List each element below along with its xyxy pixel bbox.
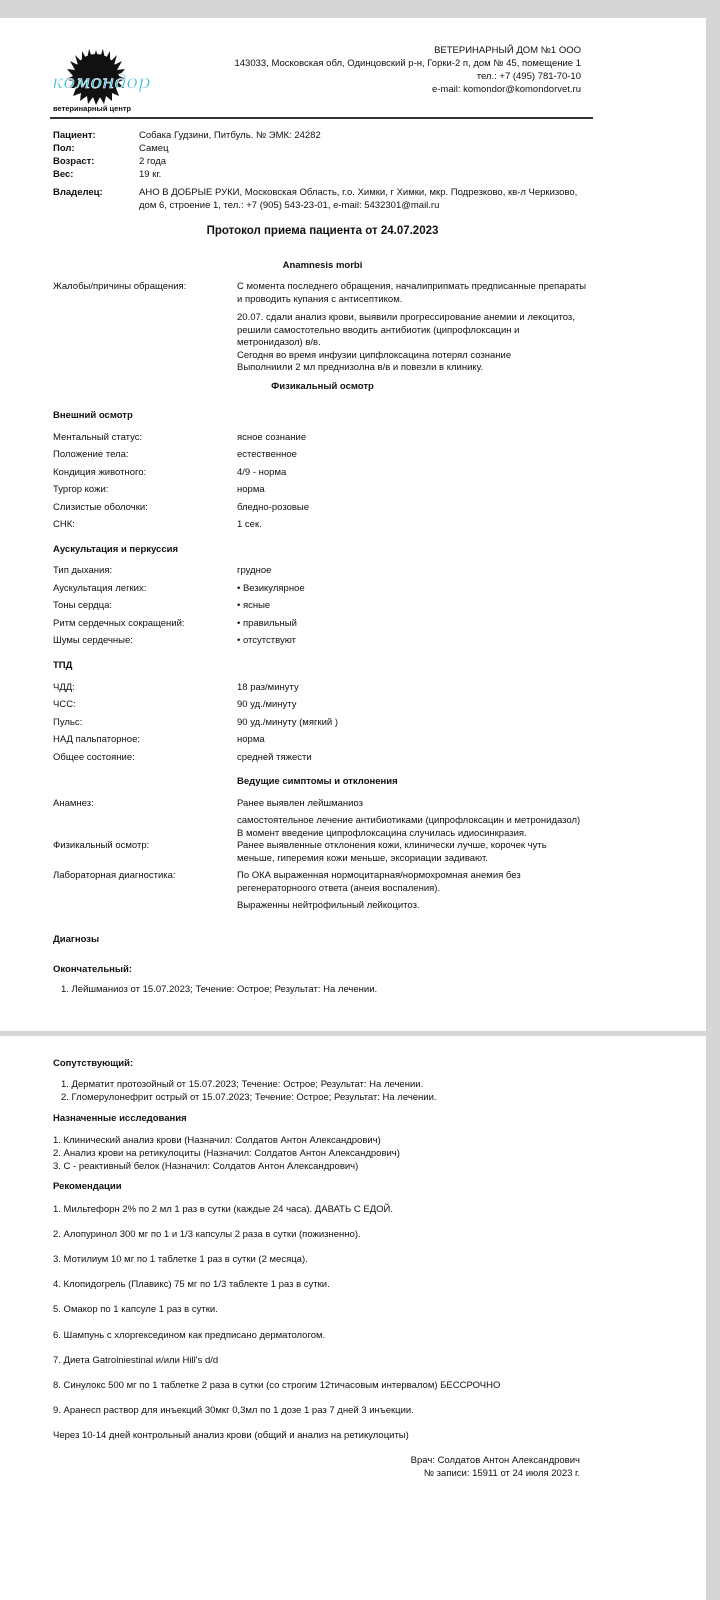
concomitant-heading: Сопутствующий: (53, 1058, 134, 1069)
recommendation-item: 2. Алопуринол 300 мг по 1 и 1/3 капсулы 2 раза в сутки (пожизненно). (53, 1229, 361, 1240)
recommendation-item: 7. Диета Gatrolniestinal и/или Hill's d/d (53, 1355, 219, 1366)
recommendation-item: 8. Синулокс 500 мг по 1 таблетке 2 раза в сутки (со строгим 12тичасовым интервалом) БЕССРОЧНО (53, 1380, 501, 1391)
external-heading: Внешний осмотр (53, 410, 133, 421)
symptoms-lab: По ОКА выраженная нормоцитарная/нормохромная анемия без регенераторноого ответа (анеия воспаления). (237, 870, 521, 894)
record-number: № записи: 15911 от 24 июля 2023 г. (423, 1467, 580, 1479)
final-diagnosis-heading: Окончательный: (53, 964, 133, 975)
symptoms-heading: Ведущие симптомы и отклонения (237, 776, 398, 787)
clinic-name: ВЕТЕРИНАРНЫЙ ДОМ №1 ООО (434, 45, 581, 56)
clinic-address: 143033, Московская обл, Одинцовский р-н, Горки-2 п, дом № 45, помещение 1 (234, 58, 581, 69)
document-page-2 (0, 1036, 706, 1600)
study-item: 1. Клинический анализ крови (Назначил: Солдатов Антон Александрович) (53, 1135, 381, 1146)
document-page-1: комондор ветеринарный центр ВЕТЕРИНАРНЫЙ ДОМ №1 ООО 143033, Московская обл, Одинцовский р-н, Горки-2 п, дом № 45, помещение 1 тел.: +7 (495) 781-70-10 e-mail: komondor@komondorvet.ru Пациент: Собака Гудзини, Питбуль. № ЭМК: 24282 Пол: Самец Возраст: 2 года Вес: 19 кг. Владелец: АНО В ДОБРЫЕ РУКИ, Московская Область, г.о. Химки, г Химки, мкр. Подрезково, кв-л Черкизово, дом 6, строение 1, тел.: +7 (905) 543-23-01, e-mail: 5432301@mail.ru Протокол приема пациента от 24.07.2023 Anamnesis morbi Жалобы/причины обращения: С момента последнего обращения, началиприпмать предписанные препараты и проводить купания с антисептиком. 20.07. сдали анализ крови, выявили прогрессирование анемии и лекоцитоз, решили самостотельно вводить антибиотик (ципрофлоксацин и метронидазол) в/в. Сегодня во время инфузии ципфлоксацина потерял сознание Выполниили 2 мл преднизолна в/в и повезли в клинику. Физикальный осмотр Внешний осмотр Ментальный статус: ясное сознание Положение тела: естественное Кондиция животного: 4/9 - норма Тургор кожи: норма Слизистые оболочки: бледно-розовые СНК: 1 сек. Аускультация и перкуссия Тип дыхания: грудное Аускультация легких: • Везикулярное Тоны сердца: • ясные Ритм сердечных сокращений: • правильный Шумы сердечные: • отсутствуют ТПД ЧДД: 18 раз/минуту ЧСС: 90 уд./минуту Пульс: 90 уд./минуту (мягкий ) НАД пальпаторное: норма Общее состояние: средней тяжести Ведущие симптомы и отклонения Анамнез: Ранее выявлен лейшманиоз самостоятельное лечение антибиотиками (ципрофлоксацин и метронидазол) В момент введение ципрофлоксацина случилась идиосинкразия. Физикальный осмотр: Ранее выявленные отклонения кожи, клинически лучше, корочек чуть меньше, гиперемия кожи меньше, эксориации задивают. Лабораторная диагностика: По ОКА выраженная нормоцитарная/нормохромная анемия без регенераторноого ответа (анеия воспаления). Выраженны нейтрофильный лейкоцитоз. Диагнозы Окончательный: 1. Лейшманиоз от 15.07.2023; Течение: Острое; Результат: На лечении. (0, 18, 706, 1031)
clinic-email: e-mail: komondor@komondorvet.ru (431, 84, 581, 95)
recommendation-item: 4. Клопидогрель (Плавикс) 75 мг по 1/3 таблекте 1 раз в сутки. (53, 1279, 330, 1290)
diagnoses-heading: Диагнозы (53, 934, 100, 945)
complaints-p2: 20.07. сдали анализ крови, выявили прогрессирование анемии и лекоцитоз, решили самостотельно вводить антибиотик (ципрофлоксацин и метронидазол) в/в. Сегодня во время инфузии ципфлоксацина потерял сознание Выполниили 2 мл преднизолна в/в и повезли в клинику. (237, 312, 575, 373)
header-divider (50, 117, 593, 119)
anamnesis-heading: Anamnesis morbi (282, 260, 363, 271)
complaints-p1: С момента последнего обращения, началиприпмать предписанные препараты и проводить купания с антисептиком. (237, 281, 587, 305)
recommendation-item: 5. Омакор по 1 капсуле 1 раз в сутки. (53, 1304, 218, 1315)
recommendation-item: Через 10-14 дней контрольный анализ крови (общий и анализ на ретикулоциты) (53, 1430, 409, 1441)
auscultation-heading: Аускультация и перкуссия (53, 544, 178, 555)
study-item: 3. С - реактивный белок (Назначил: Солдатов Антон Александрович) (53, 1161, 359, 1172)
clinic-phone: тел.: +7 (495) 781-70-10 (476, 71, 581, 82)
concomitant-item: 2. Гломерулонефрит острый от 15.07.2023; Течение: Острое; Результат: На лечении. (61, 1092, 437, 1103)
symptoms-lab-2: Выраженны нейтрофильный лейкоцитоз. (237, 900, 420, 911)
tpd-heading: ТПД (53, 660, 73, 671)
recommendation-item: 9. Аранесп раствор для инъекций 30мкг 0,3мл по 1 дозе 1 раз 7 дней 3 инъекции. (53, 1405, 414, 1416)
symptoms-physical: Ранее выявленные отклонения кожи, клинически лучше, корочек чуть меньше, гиперемия кожи меньше, эксориации задивают. (237, 840, 547, 864)
logo-caption: ветеринарный центр (53, 104, 132, 113)
recommendation-item: 1. Мильтефорн 2% по 2 мл 1 раз в сутки (каждые 24 часа). ДАВАТЬ С ЕДОЙ. (53, 1204, 393, 1215)
recommendation-item: 3. Мотилиум 10 мг по 1 таблетке 1 раз в сутки (2 месяца). (53, 1254, 308, 1265)
clinic-header (234, 44, 581, 96)
final-diagnosis-item: 1. Лейшманиоз от 15.07.2023; Течение: Острое; Результат: На лечении. (61, 984, 378, 995)
doctor-name: Врач: Солдатов Антон Александрович (410, 1455, 580, 1466)
concomitant-item: 1. Дерматит протозойный от 15.07.2023; Течение: Острое; Результат: На лечении. (61, 1079, 424, 1090)
recommendations-heading: Рекомендации (53, 1181, 122, 1192)
symptoms-treatment: самостоятельное лечение антибиотиками (ципрофлоксацин и метронидазол) В момент введение ципрофлоксацина случилась идиосинкразия. (237, 815, 581, 839)
physical-heading: Физикальный осмотр (271, 381, 374, 392)
studies-heading: Назначенные исследования (53, 1113, 187, 1124)
patient-value: Собака Гудзини, Питбуль. № ЭМК: 24282 (139, 130, 321, 141)
owner-value: АНО В ДОБРЫЕ РУКИ, Московская Область, г.о. Химки, г Химки, мкр. Подрезково, кв-л Черкизово, дом 6, строение 1, тел.: +7 (905) 543-23-01, e-mail: 5432301@mail.ru (139, 187, 578, 211)
study-item: 2. Анализ крови на ретикулоциты (Назначил: Солдатов Антон Александрович) (53, 1148, 400, 1159)
svg-text:комондор: комондор (52, 71, 151, 93)
protocol-title: Протокол приема пациента от 24.07.2023 (206, 225, 439, 237)
recommendation-item: 6. Шампунь с хлоргекседином как предписано дерматологом. (53, 1330, 326, 1341)
doctor-signature (411, 1455, 580, 1480)
